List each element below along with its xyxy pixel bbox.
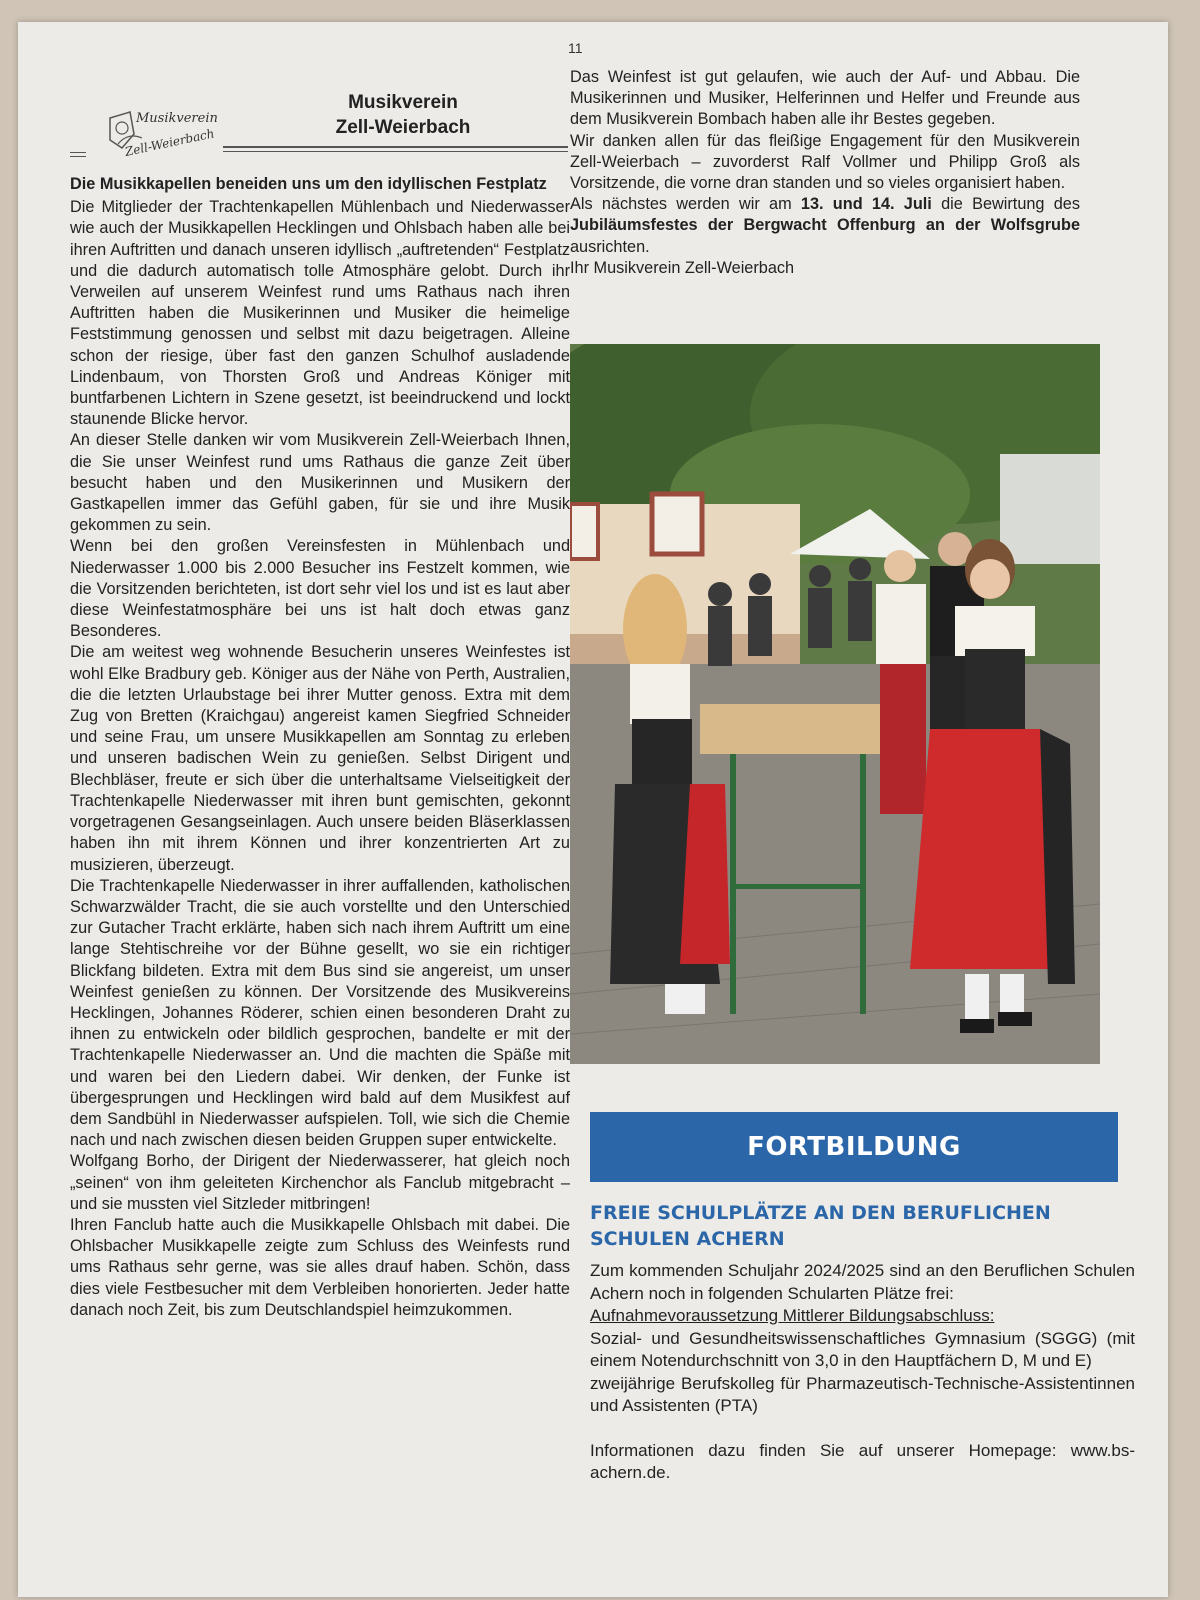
article-paragraph: Wenn bei den großen Vereinsfesten in Mühlenbach und Niederwasser 1.000 bis 2.000 Besucher ins Festzelt kommen, wie die Vorsitzenden berichteten, ist dort sehr viel los und ist es laut aber diese Weinfestatmosphäre bei uns ist halt doch etwas ganz Besonderes. [70, 537, 570, 641]
fortbildung-intro: Zum kommenden Schuljahr 2024/2025 sind an den Beruflichen Schulen Achern noch in folgenden Schularten Plätze frei: [590, 1261, 1135, 1303]
event-name: Jubiläumsfestes der Bergwacht Offenburg an der Wolfsgrube [570, 216, 1080, 235]
article-paragraph: An dieser Stelle danken wir vom Musikverein Zell-Weierbach Ihnen, die Sie unser Weinfest rund ums Rathaus die ganze Zeit über besucht haben und den Musikerinnen und Musikern der Gastkapellen immer das Gefühl gaben, für sie und ihre Musik gekommen zu sein. [70, 431, 570, 535]
school-type-item: zweijährige Berufskolleg für Pharmazeutisch-Technische-Assistentinnen und Assistenten (PTA) [590, 1373, 1135, 1415]
article-signature: Ihr Musikverein Zell-Weierbach [570, 258, 795, 277]
logo-text-1: Musikverein [136, 111, 218, 126]
article-paragraph-next-event [570, 194, 1080, 258]
event-date: 13. und 14. Juli [800, 195, 932, 214]
text-span: ausrichten. [570, 237, 650, 256]
school-type-item: Sozial- und Gesundheitswissenschaftliches Gymnasium (SGGG) (mit einem Notendurchschnitt von 3,0 in den Hauptfächern D, M und E) [590, 1328, 1135, 1370]
article-paragraph: Wir danken allen für das fleißige Engagement für den Musikverein Zell-Weierbach – zuvorderst Ralf Vollmer und Philipp Groß als Vorsitzende, die vorne dran standen und so vieles organisiert haben. [570, 131, 1080, 193]
section-banner-label: FORTBILDUNG [747, 1132, 961, 1162]
article-paragraph: Die Trachtenkapelle Niederwasser in ihrer auffallenden, katholischen Schwarzwälder Tracht, die sie auch vorstellte und den Unterschied zur Gutacher Tracht erklärte, haben sich nach ihrem Auftritt um eine lange Stehtischreihe vor der Bühne gesellt, wo sie ein richtiger Blickfang bildeten. Extra mit dem Bus sind sie angereist, um unser Weinfest genießen zu können. Der Vorsitzende des Musikvereins Hecklingen, Johannes Röderer, schien einen besonderen Draht zu ihnen zu entwickeln oder bildlich gesprochen, bandelte er mit der Trachtenkapelle Niederwasser an. Und die machten die Späße mit und waren bei den Liedern dabei. Wir denken, der Funke ist übergesprungen und Hecklingen wird bald auf dem Musikfest auf dem Sandbühl in Niederwasser aufspielen. Toll, wie sich die Chemie nach und nach zwischen diesen beiden Gruppen super entwickelte. [70, 876, 570, 1150]
fortbildung-body [590, 1260, 1135, 1485]
article-right-column [570, 67, 1080, 279]
text-span: die Bewirtung des [931, 195, 1080, 214]
header-dash [70, 152, 86, 157]
spacer [590, 1418, 1135, 1440]
header-rule [223, 146, 568, 152]
article-heading: Die Musikkapellen beneiden uns um den idyllischen Festplatz [70, 175, 547, 193]
admission-requirement: Aufnahmevoraussetzung Mittlerer Bildungsabschluss: [590, 1306, 995, 1325]
article-paragraph: Die am weitest weg wohnende Besucherin unseres Weinfestes ist wohl Elke Bradbury geb. Königer aus der Nähe von Perth, Australien, die die letzten Urlaubstage bei ihrer Mutter genoss. Extra mit dem Zug von Bretten (Kraichgau) angereist kamen Siegfried Schneider und seine Frau, um unsere Musikkapellen am Sonntag zu erleben und unseren badischen Wein zu genießen. Selbst Dirigent und Blechbläser, freute er sich über die unterhaltsame Vielseitigkeit der Trachtenkapelle Niederwasser mit ihren bunt gemischten, gekonnt vorgetragenen Gesangseinlagen. Auch unsere beiden Bläserklassen haben ihn mit ihrem Können und ihrer konzentrierten Art zu musizieren, überzeugt. [70, 643, 570, 874]
text-span: Als nächstes werden wir am [570, 195, 801, 214]
newspaper-page [18, 22, 1168, 1597]
article-paragraph: Ihren Fanclub hatte auch die Musikkapelle Ohlsbach mit dabei. Die Ohlsbacher Musikkapelle zeigte zum Schluss des Weinfests rund ums Rathaus sehr gerne, was sie alles drauf haben. Schön, dass dies viele Festbesucher mit dem Verbleiben honorierten. Jeder hatte danach noch Zeit, bis zum Deutschlandspiel heimzukommen. [70, 1215, 570, 1319]
club-title-line1: Musikverein [348, 92, 458, 113]
logo-text-2: Zell-Weierbach [123, 126, 216, 159]
section-banner [590, 1112, 1118, 1182]
page-number: 11 [568, 40, 583, 56]
club-logo [88, 100, 228, 166]
club-title-line2: Zell-Weierbach [335, 117, 471, 138]
club-title [238, 90, 568, 140]
article-paragraph: Wolfgang Borho, der Dirigent der Niederwasserer, hat gleich noch „seinen“ von ihm geleiteten Kirchenchor als Fanclub mitgebracht – und sie mussten viel Sitzleder mitbringen! [70, 1152, 570, 1213]
article-paragraph: Die Mitglieder der Trachtenkapellen Mühlenbach und Niederwasser wie auch der Musikkapellen Hecklingen und Ohlsbach haben alle bei ihren Auftritten und danach unseren idyllisch „auftretenden“ Festplatz und die dadurch automatisch tolle Atmosphäre gelobt. Durch ihr Verweilen auf unserem Weinfest rund ums Rathaus nach ihren Auftritten haben die Musikerinnen und Musiker die heimelige Feststimmung genossen und selbst mit dazu beigetragen. Alleine schon der riesige, über fast den ganzen Schulhof ausladende Lindenbaum, von Thorsten Groß und Andreas Königer mit buntfarbenen Lichtern in Szene gesetzt, ist beeindruckend und lockt staunende Blicke hervor. [70, 198, 570, 429]
article-left-column [70, 174, 570, 1321]
fortbildung-info: Informationen dazu finden Sie auf unserer Homepage: www.bs-achern.de. [590, 1440, 1135, 1482]
festival-photo [570, 344, 1100, 1064]
article-paragraph: Das Weinfest ist gut gelaufen, wie auch der Auf- und Abbau. Die Musikerinnen und Musiker, Helferinnen und Helfer und Freunde aus dem Musikverein Bombach haben alle ihr Bestes gegeben. [570, 68, 1080, 129]
fortbildung-heading: FREIE SCHULPLÄTZE AN DEN BERUFLICHEN SCHULEN ACHERN [590, 1202, 1051, 1250]
